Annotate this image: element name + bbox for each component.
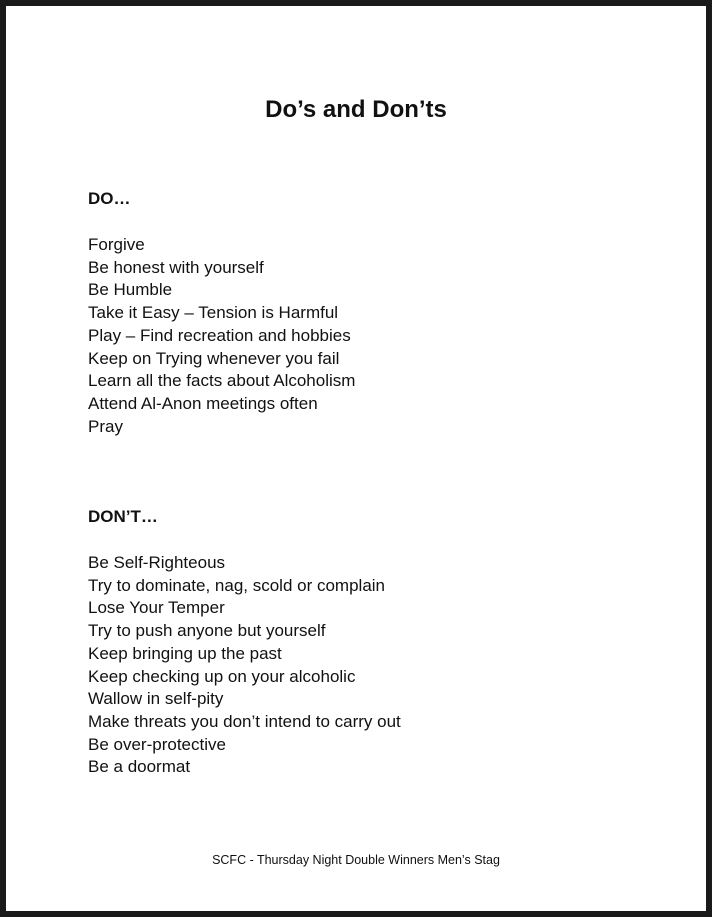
dont-item: Be Self-Righteous bbox=[88, 553, 226, 572]
do-list bbox=[88, 234, 355, 438]
dont-item: Be a doormat bbox=[88, 757, 191, 777]
dont-item: Try to push anyone but yourself bbox=[88, 621, 326, 641]
dont-list bbox=[88, 552, 401, 779]
do-item: Be honest with yourself bbox=[88, 257, 264, 277]
dont-item: Keep checking up on your alcoholic bbox=[88, 666, 356, 686]
dont-item: Try to dominate, nag, scold or complain bbox=[88, 575, 386, 595]
do-item: Forgive bbox=[88, 235, 145, 254]
dont-section-heading: DON’T… bbox=[88, 507, 158, 526]
dont-item: Make threats you don’t intend to carry out bbox=[88, 711, 401, 731]
do-item: Pray bbox=[88, 416, 123, 436]
do-section-heading: DO… bbox=[88, 189, 131, 208]
page-title: Do’s and Don’ts bbox=[265, 96, 447, 123]
dont-item: Lose Your Temper bbox=[88, 598, 225, 618]
do-item: Keep on Trying whenever you fail bbox=[88, 348, 340, 368]
dont-item: Keep bringing up the past bbox=[88, 643, 282, 663]
dont-item: Wallow in self-pity bbox=[88, 689, 224, 709]
do-item: Attend Al-Anon meetings often bbox=[88, 393, 318, 413]
document-page bbox=[6, 6, 706, 911]
do-item: Be Humble bbox=[88, 280, 173, 300]
do-item: Take it Easy – Tension is Harmful bbox=[88, 303, 339, 323]
do-item: Play – Find recreation and hobbies bbox=[88, 325, 351, 345]
dont-item: Be over-protective bbox=[88, 734, 226, 754]
do-item: Learn all the facts about Alcoholism bbox=[88, 371, 356, 391]
page-footer: SCFC - Thursday Night Double Winners Men’s Stag bbox=[212, 853, 500, 867]
